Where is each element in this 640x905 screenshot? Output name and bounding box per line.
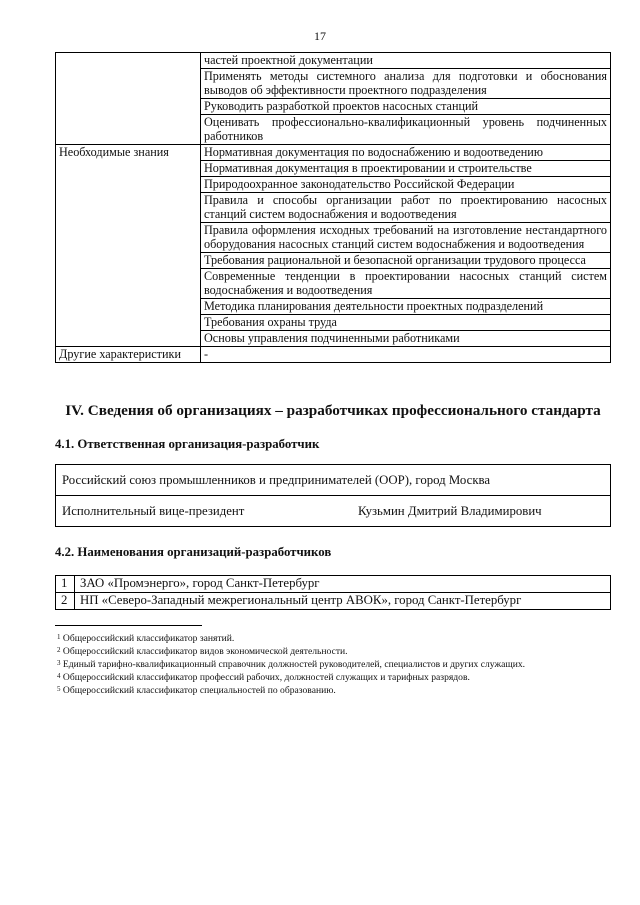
table-row xyxy=(56,347,611,363)
knowledge-label: Необходимые знания xyxy=(56,145,201,347)
footnote-text: Общероссийский классификатор занятий. xyxy=(62,633,235,644)
signatory-cell xyxy=(56,496,611,527)
developer-orgs-table xyxy=(55,575,611,610)
footnote-mark: 3 xyxy=(57,659,61,667)
skill-item: Применять методы системного анализа для подготовки и обоснования выводов об эффективности проектного подразделения xyxy=(201,69,611,99)
developer-name: НП «Северо-Западный межрегиональный центр АВОК», город Санкт-Петербург xyxy=(75,593,611,610)
knowledge-item: Нормативная документация в проектировании и строительстве xyxy=(201,161,611,177)
other-characteristics-label: Другие характеристики xyxy=(56,347,201,363)
footnote xyxy=(57,632,617,645)
footnote-mark: 5 xyxy=(57,685,61,693)
skill-item: Руководить разработкой проектов насосных станций xyxy=(201,99,611,115)
signatory-role: Исполнительный вице-президент xyxy=(62,504,245,518)
responsible-org-name: Российский союз промышленников и предпринимателей (ООР), город Москва xyxy=(56,465,611,496)
developer-number: 1 xyxy=(56,576,75,593)
footnote-text: Общероссийский классификатор видов экономической деятельности. xyxy=(62,646,348,657)
knowledge-item: Современные тенденции в проектировании насосных станций систем водоснабжения и водоотведения xyxy=(201,269,611,299)
section-iv-heading: IV. Сведения об организациях – разработчиках профессионального стандарта xyxy=(65,402,601,419)
knowledge-item: Основы управления подчиненными работниками xyxy=(201,331,611,347)
skills-label-cell xyxy=(56,53,201,145)
developer-name: ЗАО «Промэнерго», город Санкт-Петербург xyxy=(75,576,611,593)
responsible-org-table xyxy=(55,464,611,527)
footnote-mark: 2 xyxy=(57,646,61,654)
subsection-4-2-heading: 4.2. Наименования организаций-разработчиков xyxy=(55,545,332,559)
knowledge-item: Методика планирования деятельности проектных подразделений xyxy=(201,299,611,315)
footnote-separator xyxy=(55,625,202,626)
footnotes xyxy=(57,632,617,697)
table-row xyxy=(56,465,611,496)
knowledge-item: Природоохранное законодательство Российской Федерации xyxy=(201,177,611,193)
skills-knowledge-table xyxy=(55,52,611,363)
footnote-text: Единый тарифно-квалификационный справочник должностей руководителей, специалистов и других служащих. xyxy=(62,659,526,670)
footnote-mark: 4 xyxy=(57,672,61,680)
footnote xyxy=(57,684,617,697)
skill-item: частей проектной документации xyxy=(201,53,611,69)
table-row xyxy=(56,593,611,610)
footnote xyxy=(57,645,617,658)
developer-number: 2 xyxy=(56,593,75,610)
table-row xyxy=(56,576,611,593)
table-row xyxy=(56,496,611,527)
signatory-name: Кузьмин Дмитрий Владимирович xyxy=(358,504,542,518)
footnote-mark: 1 xyxy=(57,633,61,641)
knowledge-item: Требования рациональной и безопасной организации трудового процесса xyxy=(201,253,611,269)
knowledge-item: Правила и способы организации работ по проектированию насосных станций систем водоснабжения и водоотведения xyxy=(201,193,611,223)
footnote xyxy=(57,658,617,671)
footnote xyxy=(57,671,617,684)
other-characteristics-value: - xyxy=(201,347,611,363)
table-row xyxy=(56,145,611,161)
knowledge-item: Требования охраны труда xyxy=(201,315,611,331)
knowledge-item: Правила оформления исходных требований на изготовление нестандартного оборудования насосных станций систем водоснабжения и водоотведения xyxy=(201,223,611,253)
skill-item: Оценивать профессионально-квалификационный уровень подчиненных работников xyxy=(201,115,611,145)
page-number: 17 xyxy=(314,29,326,43)
footnote-text: Общероссийский классификатор профессий рабочих, должностей служащих и тарифных разрядов. xyxy=(62,672,470,683)
footnote-text: Общероссийский классификатор специальностей по образованию. xyxy=(62,685,336,696)
knowledge-item: Нормативная документация по водоснабжению и водоотведению xyxy=(201,145,611,161)
subsection-4-1-heading: 4.1. Ответственная организация-разработчик xyxy=(55,437,320,451)
table-row xyxy=(56,53,611,69)
